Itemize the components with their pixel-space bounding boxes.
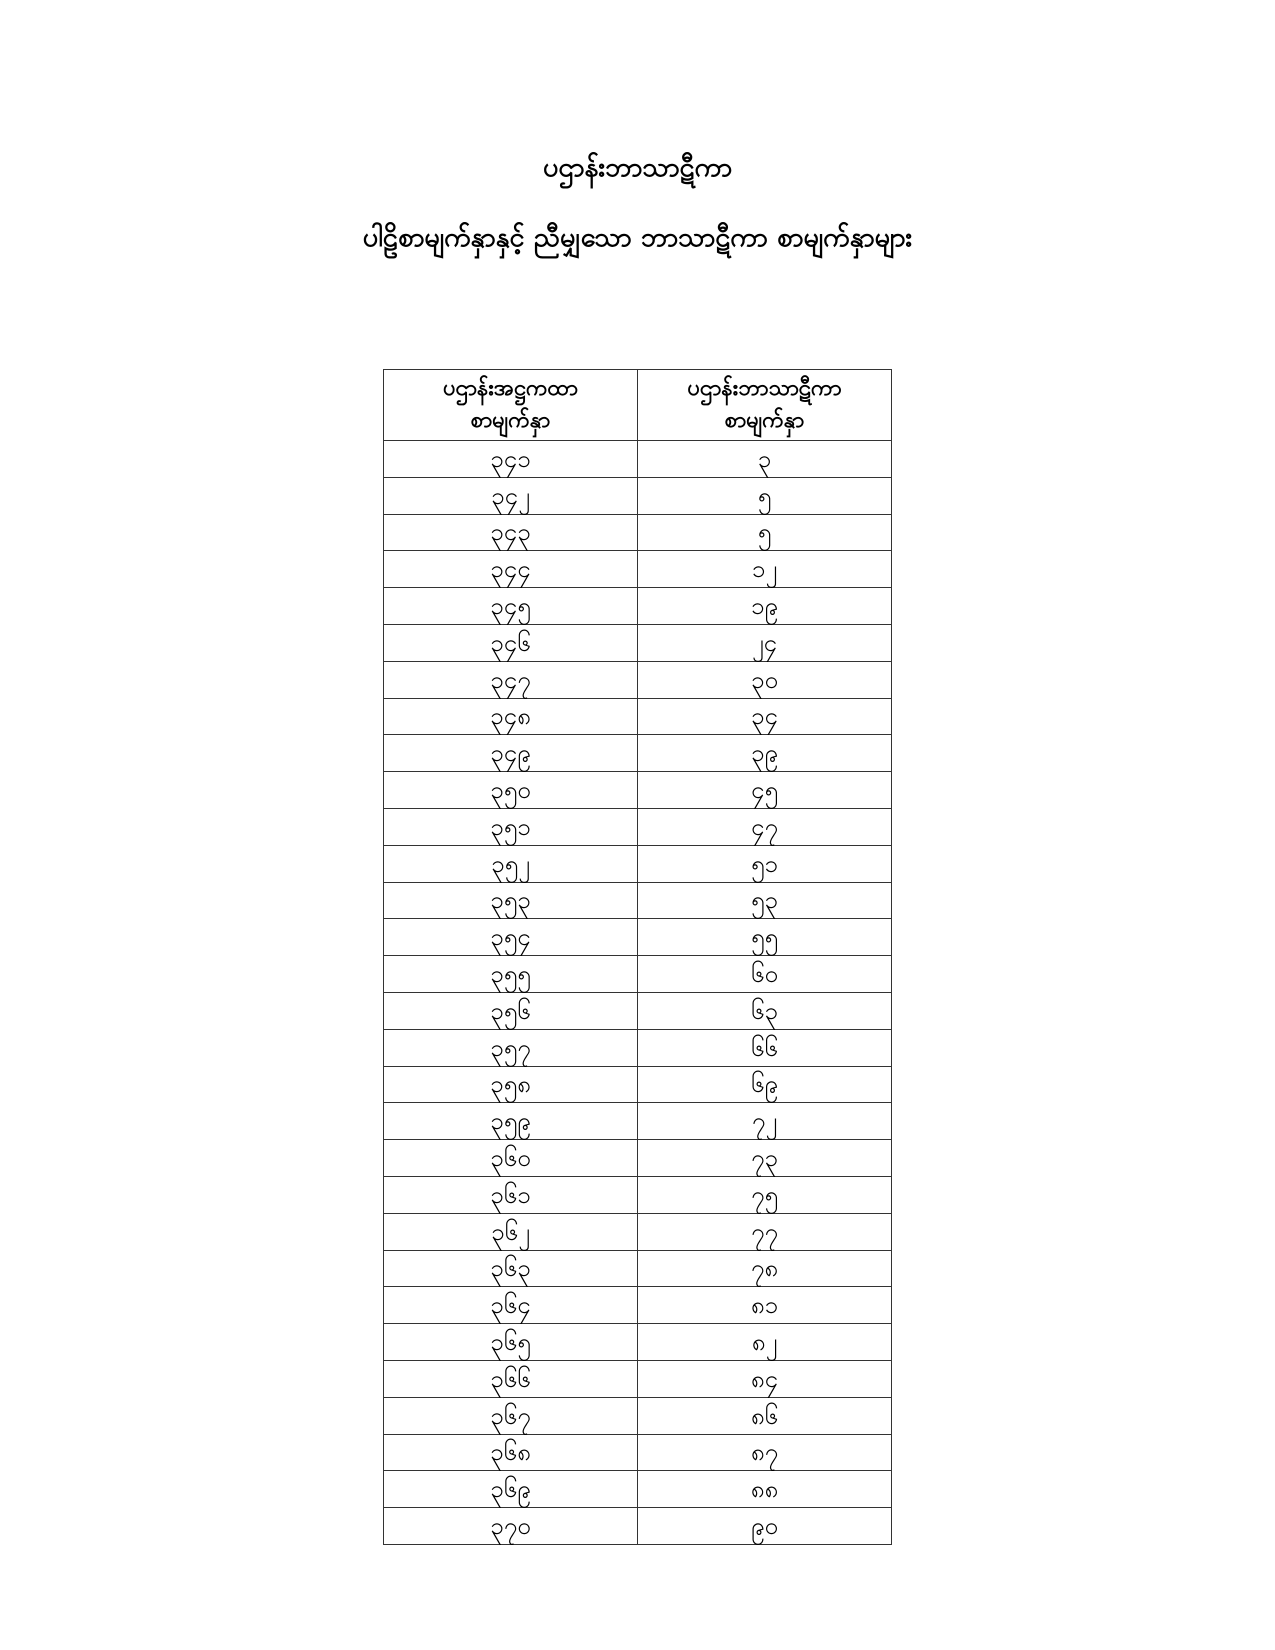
table-row [384, 441, 892, 478]
commentary-page-cell: ၃၆၆ [384, 1360, 638, 1397]
translation-page-cell: ၁၉ [638, 588, 892, 625]
commentary-page-cell: ၃၇၀ [384, 1508, 638, 1545]
commentary-page-cell: ၃၄၂ [384, 477, 638, 514]
translation-page-cell: ၈၄ [638, 1360, 892, 1397]
table-row [384, 1176, 892, 1213]
translation-page-cell: ၃၀ [638, 661, 892, 698]
table-row [384, 845, 892, 882]
table-row [384, 956, 892, 993]
translation-page-cell: ၁၂ [638, 551, 892, 588]
translation-page-cell: ၈၁ [638, 1287, 892, 1324]
translation-page-cell: ၅ [638, 514, 892, 551]
commentary-page-cell: ၃၅၅ [384, 956, 638, 993]
translation-page-cell: ၈၆ [638, 1397, 892, 1434]
translation-page-cell: ၃ [638, 441, 892, 478]
table-row [384, 477, 892, 514]
translation-page-cell: ၃၉ [638, 735, 892, 772]
commentary-page-cell: ၃၄၁ [384, 441, 638, 478]
translation-page-cell: ၅၃ [638, 882, 892, 919]
commentary-page-cell: ၃၆၃ [384, 1250, 638, 1287]
table-row [384, 1324, 892, 1361]
page-mapping-table [383, 369, 892, 1545]
table-row [384, 1250, 892, 1287]
translation-page-cell: ၆၀ [638, 956, 892, 993]
table-row [384, 514, 892, 551]
commentary-page-cell: ၃၆၁ [384, 1176, 638, 1213]
commentary-page-cell: ၃၄၉ [384, 735, 638, 772]
table-body [384, 441, 892, 1545]
table-row [384, 698, 892, 735]
table-row [384, 735, 892, 772]
commentary-page-cell: ၃၅၉ [384, 1103, 638, 1140]
translation-page-cell: ၅၅ [638, 919, 892, 956]
page-title: ပဌာန်းဘာသာဋီကာ [542, 152, 733, 183]
header-translation-page: ပဌာန်းဘာသာဋီကာ စာမျက်နှာ [638, 370, 892, 441]
translation-page-cell: ၇၇ [638, 1213, 892, 1250]
table-row [384, 1397, 892, 1434]
commentary-page-cell: ၃၆၂ [384, 1213, 638, 1250]
translation-page-cell: ၂၄ [638, 624, 892, 661]
translation-page-cell: ၇၃ [638, 1140, 892, 1177]
commentary-page-cell: ၃၆၈ [384, 1434, 638, 1471]
commentary-page-cell: ၃၅၄ [384, 919, 638, 956]
table-row [384, 588, 892, 625]
translation-page-cell: ၇၅ [638, 1176, 892, 1213]
translation-page-cell: ၄၅ [638, 772, 892, 809]
commentary-page-cell: ၃၄၅ [384, 588, 638, 625]
table-row [384, 992, 892, 1029]
translation-page-cell: ၈၂ [638, 1324, 892, 1361]
commentary-page-cell: ၃၅၂ [384, 845, 638, 882]
table-row [384, 1029, 892, 1066]
translation-page-cell: ၆၉ [638, 1066, 892, 1103]
table-row [384, 882, 892, 919]
translation-page-cell: ၈၇ [638, 1434, 892, 1471]
translation-page-cell: ၈၈ [638, 1471, 892, 1508]
commentary-page-cell: ၃၆၉ [384, 1471, 638, 1508]
translation-page-cell: ၄၇ [638, 808, 892, 845]
table-row [384, 1508, 892, 1545]
table-row [384, 1434, 892, 1471]
table-row [384, 1103, 892, 1140]
table-row [384, 772, 892, 809]
commentary-page-cell: ၃၄၈ [384, 698, 638, 735]
commentary-page-cell: ၃၄၆ [384, 624, 638, 661]
translation-page-cell: ၆၃ [638, 992, 892, 1029]
table-row [384, 551, 892, 588]
page-subtitle: ပါဠိစာမျက်နှာနှင့် ညီမျှသော ဘာသာဋီကာ စာမျက်နှာများ [362, 222, 913, 253]
table-header-row [384, 370, 892, 441]
table-row [384, 624, 892, 661]
commentary-page-cell: ၃၄၄ [384, 551, 638, 588]
commentary-page-cell: ၃၅၇ [384, 1029, 638, 1066]
translation-page-cell: ၇၂ [638, 1103, 892, 1140]
commentary-page-cell: ၃၅၃ [384, 882, 638, 919]
translation-page-cell: ၅၁ [638, 845, 892, 882]
commentary-page-cell: ၃၄၇ [384, 661, 638, 698]
translation-page-cell: ၉၀ [638, 1508, 892, 1545]
table-row [384, 1066, 892, 1103]
translation-page-cell: ၃၄ [638, 698, 892, 735]
table-row [384, 808, 892, 845]
commentary-page-cell: ၃၆၀ [384, 1140, 638, 1177]
translation-page-cell: ၅ [638, 477, 892, 514]
table-row [384, 661, 892, 698]
header-commentary-page: ပဌာန်းအဋ္ဌကထာ စာမျက်နှာ [384, 370, 638, 441]
table-row [384, 1213, 892, 1250]
commentary-page-cell: ၃၄၃ [384, 514, 638, 551]
commentary-page-cell: ၃၆၅ [384, 1324, 638, 1361]
table-row [384, 1471, 892, 1508]
translation-page-cell: ၆၆ [638, 1029, 892, 1066]
table-row [384, 1140, 892, 1177]
translation-page-cell: ၇၈ [638, 1250, 892, 1287]
table-row [384, 919, 892, 956]
commentary-page-cell: ၃၅၀ [384, 772, 638, 809]
commentary-page-cell: ၃၅၁ [384, 808, 638, 845]
commentary-page-cell: ၃၅၆ [384, 992, 638, 1029]
table-row [384, 1360, 892, 1397]
commentary-page-cell: ၃၆၄ [384, 1287, 638, 1324]
commentary-page-cell: ၃၆၇ [384, 1397, 638, 1434]
commentary-page-cell: ၃၅၈ [384, 1066, 638, 1103]
table-row [384, 1287, 892, 1324]
